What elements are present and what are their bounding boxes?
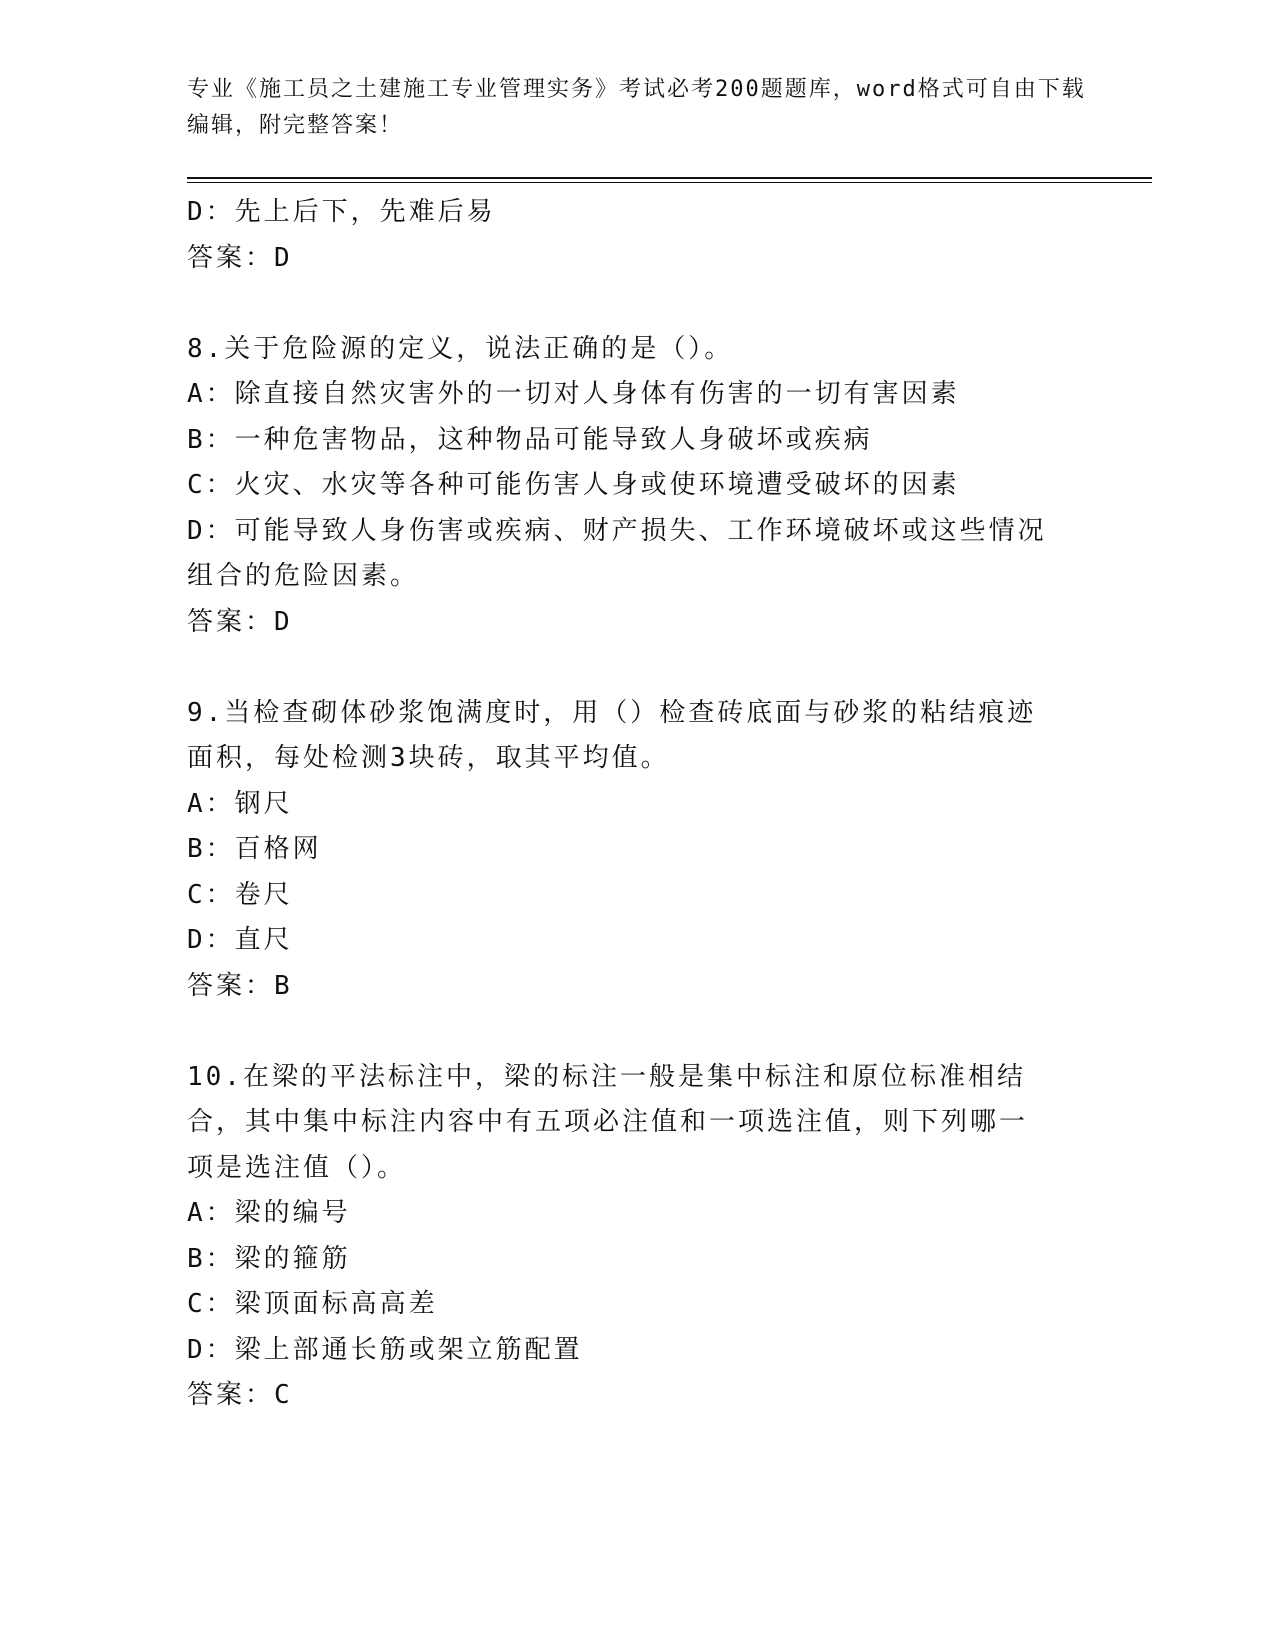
- question-option: B：百格网: [187, 834, 322, 864]
- question-stem: 9.当检查砌体砂浆饱满度时，用（）检查砖底面与砂浆的粘结痕迹面积，每处检测3块砖，取其平均值。: [187, 697, 1037, 773]
- question-option: B：一种危害物品，这种物品可能导致人身破坏或疾病: [187, 424, 873, 455]
- question-option: D：直尺: [187, 925, 293, 955]
- question-stem: 10.在梁的平法标注中，梁的标注一般是集中标注和原位标准相结合，其中集中标注内容中有五项必注值和一项选注值，则下列哪一项是选注值（）。: [187, 1061, 1029, 1183]
- spacer: [187, 645, 1087, 691]
- question-option: C：火灾、水灾等各种可能伤害人身或使环境遭受破坏的因素: [187, 470, 960, 500]
- question-8: [187, 327, 1087, 646]
- question-option: A：梁的编号: [187, 1198, 351, 1228]
- spacer: [187, 1009, 1087, 1055]
- header-divider-thin: [187, 182, 1152, 183]
- question-answer: 答案：D: [187, 606, 293, 637]
- question-stem: 8.关于危险源的定义，说法正确的是（）。: [187, 333, 734, 364]
- question-option: A：除直接自然灾害外的一切对人身体有伤害的一切有害因素: [187, 379, 960, 409]
- question-option: D：可能导致人身伤害或疾病、财产损失、工作环境破坏或这些情况组合的危险因素。: [187, 515, 1047, 591]
- question-option: C：梁顶面标高高差: [187, 1289, 438, 1319]
- header-divider: [187, 177, 1152, 179]
- spacer: [187, 281, 1087, 327]
- carryover-option-d: D：先上后下，先难后易: [187, 197, 496, 227]
- question-9: [187, 691, 1087, 1010]
- question-option: D：梁上部通长筋或架立筋配置: [187, 1334, 583, 1365]
- question-answer: 答案：B: [187, 970, 293, 1001]
- carryover-answer: 答案：D: [187, 242, 293, 273]
- document-body: [187, 190, 1087, 1419]
- question-option: C：卷尺: [187, 879, 293, 910]
- question-10: [187, 1055, 1087, 1419]
- question-option: A：钢尺: [187, 788, 293, 819]
- document-header: 专业《施工员之土建施工专业管理实务》考试必考200题题库，word格式可自由下载编辑，附完整答案！: [187, 77, 1086, 138]
- question-option: B：梁的箍筋: [187, 1243, 351, 1274]
- question-answer: 答案：C: [187, 1380, 293, 1410]
